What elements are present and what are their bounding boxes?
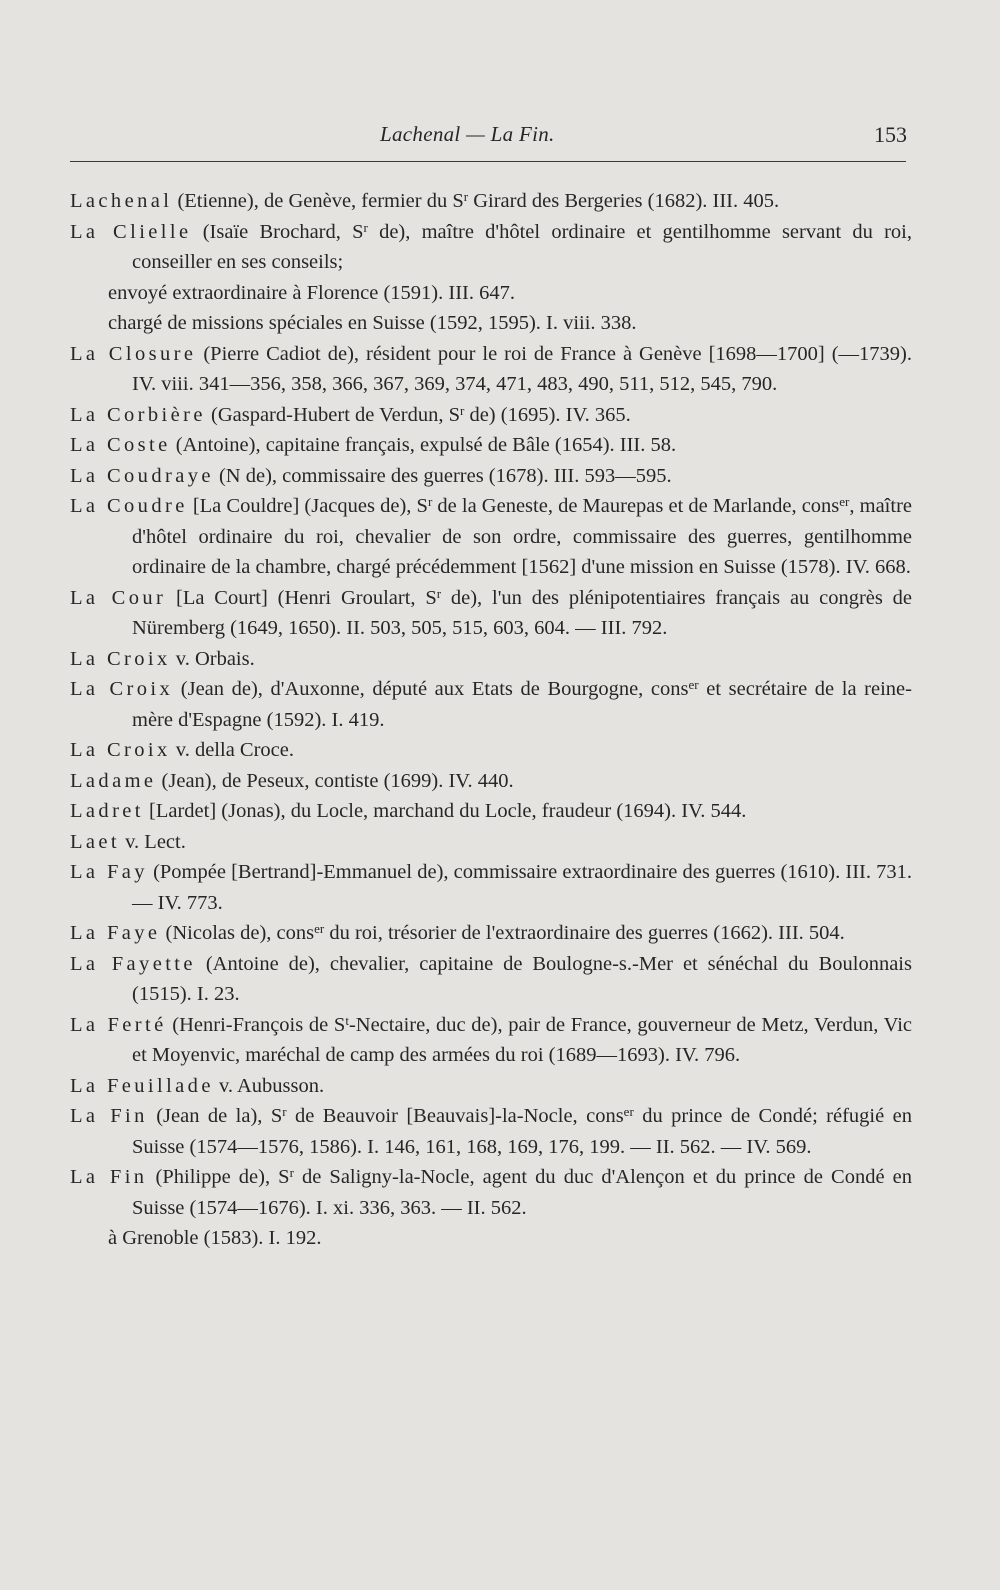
entry-text: (Gaspard-Hubert de Verdun, $S^r$ de) (1695). IV. 365. xyxy=(205,402,631,426)
entry-text: (N de), commissaire des guerres (1678). III. 593—595. xyxy=(213,464,672,487)
entry-text: (Pierre Cadiot de), résident pour le roi de France à Genève [1698—1700] (—1739). IV. viii. 341—356, 358, 366, 367, 369, 374, 471, 483, 490, 511, 512, 545, 790. xyxy=(132,342,912,395)
entry-text: (Antoine), capitaine français, expulsé de Bâle (1654). III. 58. xyxy=(170,434,677,456)
entry-text: [Lardet] (Jonas), du Locle, marchand du Locle, fraudeur (1694). IV. 544. xyxy=(143,800,747,822)
index-entry xyxy=(70,857,912,918)
index-entry xyxy=(70,1101,912,1162)
entry-text: (Jean de), d'Auxonne, député aux Etats de Bourgogne, cons$^{er}$ et secrétaire de la reine-mère d'Espagne (1592). I. 419. xyxy=(132,677,912,731)
index-entry xyxy=(70,1071,912,1102)
entry-headword: La Ferté xyxy=(70,1013,167,1036)
index-entry xyxy=(70,1162,912,1223)
index-entry xyxy=(70,583,912,644)
entry-subline: à Grenoble (1583). I. 192. xyxy=(108,1227,322,1249)
page-number: 153 xyxy=(874,122,907,147)
entry-text: (Henri-François de $S^t$-Nectaire, duc de), pair de France, gouverneur de Metz, Verdun, Vic et Moyenvic, maréchal de camp des armées du roi (1689—1693). IV. 796. xyxy=(132,1012,912,1066)
index-entry xyxy=(70,827,912,858)
entry-text: (Jean de la), $S^r$ de Beauvoir [Beauvais]-la-Nocle, cons$^{er}$ du prince de Condé; réfugié en Suisse (1574—1576, 1586). I. 146, 161, 168, 169, 176, 199. — II. 562. — IV. 569. xyxy=(132,1104,913,1158)
entry-text: [La Court] (Henri Groulart, $S^r$ de), l'un des plénipotentiaires français au congrès de Nüremberg (1649, 1650). II. 503, 505, 515, 603, 604. — III. 792. xyxy=(132,585,913,639)
entry-headword: La Coste xyxy=(70,434,171,456)
entry-headword: La Fay xyxy=(70,861,148,883)
running-head xyxy=(0,122,1000,152)
entry-subline: envoyé extraordinaire à Florence (1591). III. 647. xyxy=(108,281,515,304)
index-entries xyxy=(70,186,912,1254)
entry-headword: La Clielle xyxy=(70,220,192,243)
index-entry xyxy=(70,217,912,278)
index-entry xyxy=(70,674,912,735)
index-entry xyxy=(70,1010,912,1071)
entry-text: (Nicolas de), cons$^{er}$ du roi, trésorier de l'extraordinaire des guerres (1662). III. 504. xyxy=(160,921,845,944)
entry-headword: La Croix xyxy=(70,739,171,761)
entry-text: (Jean), de Peseux, contiste (1699). IV. 440. xyxy=(156,769,514,792)
entry-headword: La Cour xyxy=(70,586,167,609)
entry-text: (Isaïe Brochard, $S^r$ de), maître d'hôtel ordinaire et gentilhomme servant du roi, conseiller en ses conseils; xyxy=(132,219,912,273)
running-title: Lachenal — La Fin. xyxy=(380,122,555,146)
entry-text: v. Orbais. xyxy=(170,647,255,670)
entry-text: [La Couldre] (Jacques de), $S^r$ de la Geneste, de Maurepas et de Marlande, cons$^{er}$, maître d'hôtel ordinaire du roi, chevalier de son ordre, commissaire des guerres, gentilhomme ordinaire de la chambre, chargé précédemment [1562] d'une mission en Suisse (1578). IV. 668. xyxy=(132,494,913,578)
entry-headword: Lachenal xyxy=(70,190,173,212)
index-entry xyxy=(70,339,912,400)
index-entry xyxy=(70,766,912,797)
index-entry xyxy=(70,918,912,949)
entry-headword: La Faye xyxy=(70,922,161,944)
index-entry xyxy=(70,735,912,766)
index-entry xyxy=(70,430,912,461)
entry-headword: La Feuillade xyxy=(70,1074,214,1097)
index-entry xyxy=(70,186,912,217)
index-entry xyxy=(70,949,912,1010)
entry-headword: La Croix xyxy=(70,678,174,700)
index-entry xyxy=(70,491,912,583)
entry-headword: La Croix xyxy=(70,647,171,670)
entry-headword: La Fin xyxy=(70,1105,148,1127)
index-entry xyxy=(70,461,912,492)
entry-text: v. della Croce. xyxy=(170,739,294,761)
entry-headword: La Fayette xyxy=(70,952,196,975)
entry-headword: La Closure xyxy=(70,342,197,365)
entry-headword: Ladret xyxy=(70,800,144,822)
entry-headword: Ladame xyxy=(70,769,157,792)
index-entry xyxy=(70,796,912,827)
entry-text: (Antoine de), chevalier, capitaine de Boulogne-s.-Mer et sénéchal du Boulonnais (1515). I. 23. xyxy=(132,952,912,1005)
entry-headword: La Coudraye xyxy=(70,464,214,487)
entry-headword: La Corbière xyxy=(70,403,206,426)
entry-text: v. Aubusson. xyxy=(213,1074,325,1097)
index-entry xyxy=(70,400,912,431)
entry-text: v. Lect. xyxy=(120,830,186,853)
header-rule xyxy=(70,161,906,162)
entry-text: (Philippe de), $S^r$ de Saligny-la-Nocle, agent du duc d'Alençon et du prince de Condé en Suisse (1574—1676). I. xi. 336, 363. — II. 562. xyxy=(132,1165,912,1219)
entry-text: (Etienne), de Genève, fermier du $S^r$ Girard des Bergeries (1682). III. 405. xyxy=(172,189,780,212)
index-entry xyxy=(70,644,912,675)
entry-text: (Pompée [Bertrand]-Emmanuel de), commissaire extraordinaire des guerres (1610). III. 731. — IV. 773. xyxy=(132,861,912,914)
entry-headword: La Fin xyxy=(70,1166,148,1188)
entry-subline: chargé de missions spéciales en Suisse (1592, 1595). I. viii. 338. xyxy=(108,312,637,334)
entry-headword: La Coudre xyxy=(70,495,188,517)
entry-headword: Laet xyxy=(70,830,121,853)
